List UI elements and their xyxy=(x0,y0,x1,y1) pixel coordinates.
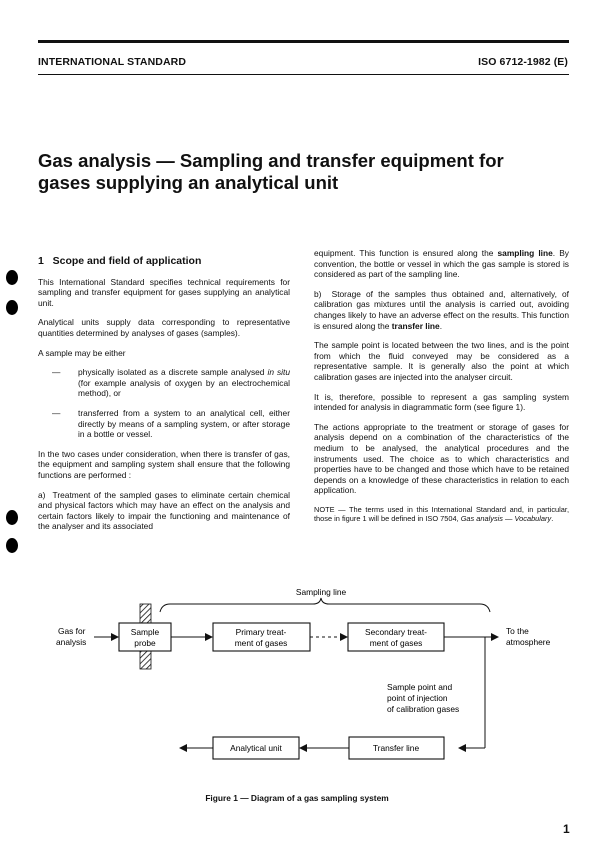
note: NOTE — The terms used in this International Standard and, in particular, those in figure 1 will be defined in ISO 7504, Gas analysis — Vocabulary. xyxy=(314,504,569,524)
page-number: 1 xyxy=(563,822,570,836)
analytical-unit-label: Analytical unit xyxy=(230,743,282,753)
list-item-text: physically isolated as a discrete sample analysed in situ (for example analysis of oxygen by an electrochemical method), or xyxy=(78,367,290,399)
section-title: Scope and field of application xyxy=(52,255,202,267)
punch-hole xyxy=(6,510,18,525)
list-item xyxy=(38,408,290,440)
list-dash: — xyxy=(52,367,61,378)
header-standard: INTERNATIONAL STANDARD xyxy=(38,56,187,68)
figure-diagram xyxy=(0,580,594,795)
right-column xyxy=(314,248,569,533)
item-label: a) xyxy=(38,489,46,500)
paragraph: A sample may be either xyxy=(38,347,126,358)
paragraph: In the two cases under consideration, when there is transfer of gas, the equipment and sampling system shall ensure that the following functions are performed : xyxy=(38,448,290,480)
primary-treatment-label-2: ment of gases xyxy=(234,638,288,648)
emphasis: in situ xyxy=(267,367,290,378)
gas-for-label: Gas for xyxy=(58,626,86,636)
item-label: b) xyxy=(314,288,322,299)
sampling-line-brace xyxy=(160,598,490,612)
term-sampling-line: sampling line xyxy=(497,248,553,258)
paragraph: This International Standard specifies technical requirements for sampling and transfer equipment for gases supplying an analytical unit. xyxy=(38,276,290,308)
sampling-line-label: Sampling line xyxy=(295,587,347,597)
function-a xyxy=(38,490,290,532)
list-item xyxy=(38,367,290,399)
section-number: 1 xyxy=(38,255,44,267)
secondary-treatment-label-2: ment of gases xyxy=(369,638,423,648)
document-title xyxy=(38,150,568,194)
title-line-2: gases supplying an analytical unit xyxy=(38,172,339,193)
analysis-label: analysis xyxy=(56,637,87,647)
term-transfer-line: transfer line xyxy=(391,320,440,331)
top-rule xyxy=(38,40,569,43)
paragraph: Analytical units supply data corresponding to representative quantities determined by analyses of gases (samples). xyxy=(38,317,290,338)
secondary-treatment-label-1: Secondary treat- xyxy=(365,627,427,637)
list-item-text: transferred from a system to an analytical cell, either directly by means of a sampling system, or after storage in a bottle or vessel. xyxy=(78,407,290,440)
to-the-label: To the xyxy=(506,626,529,636)
transfer-line-label: Transfer line xyxy=(372,743,420,753)
punch-hole xyxy=(6,270,18,285)
paragraph: The actions appropriate to the treatment or storage of gases for analysis depend on a combination of the characteristics of the medium to be analysed, the analytical procedures and the instruments used. The choice as to which characteristics and properties have to be changed and those which have to be retained depends on a knowledge of these characteristics in relation to each application. xyxy=(314,421,569,496)
sample-point-label-3: of calibration gases xyxy=(387,704,460,714)
title-line-1: Gas analysis — Sampling and transfer equipment for xyxy=(38,150,504,171)
paragraph: It is, therefore, possible to represent a gas sampling system intended for analysis in diagrammatic form (see figure 1). xyxy=(314,391,569,413)
sample-point-label-1: Sample point and xyxy=(387,682,453,692)
paragraph: The sample point is located between the two lines, and is the point from which the fluid conveyed may be considered as a representative sample. It is generally also the point at which calibration gases are injected into the analyser circuit. xyxy=(314,340,569,382)
primary-treatment-label-1: Primary treat- xyxy=(235,627,287,637)
sample-point-label-2: point of injection xyxy=(387,693,448,703)
list-dash: — xyxy=(52,407,61,418)
header-iso-number: ISO 6712-1982 (E) xyxy=(478,56,568,68)
paragraph: equipment. This function is ensured along the sampling line. By convention, the bottle or vessel in which the gas sample is stored is considered as part of the sampling line. xyxy=(314,248,569,280)
function-b: b) Storage of the samples thus obtained and, alternatively, of calibration gas mixtures until the analysis is carried out, avoiding changes likely to have an adverse effect on the results. This function is ensured along the transfer line. xyxy=(314,288,569,331)
item-text: Treatment of the sampled gases to eliminate certain chemical and physical factors which may have an effect on the analysis and certain factors likely to impair the functioning and maintenance of the analyser and its associated xyxy=(38,489,290,532)
emphasis: Gas analysis — Vocabulary xyxy=(460,514,552,524)
punch-hole xyxy=(6,538,18,553)
atmosphere-label: atmosphere xyxy=(506,637,551,647)
figure-caption: Figure 1 — Diagram of a gas sampling system xyxy=(205,793,389,803)
punch-hole xyxy=(6,300,18,315)
sample-probe-label-2: probe xyxy=(134,638,156,648)
left-column xyxy=(38,256,290,541)
section-heading xyxy=(38,256,290,267)
header-rule xyxy=(38,74,569,75)
sample-probe-label-1: Sample xyxy=(130,627,160,637)
